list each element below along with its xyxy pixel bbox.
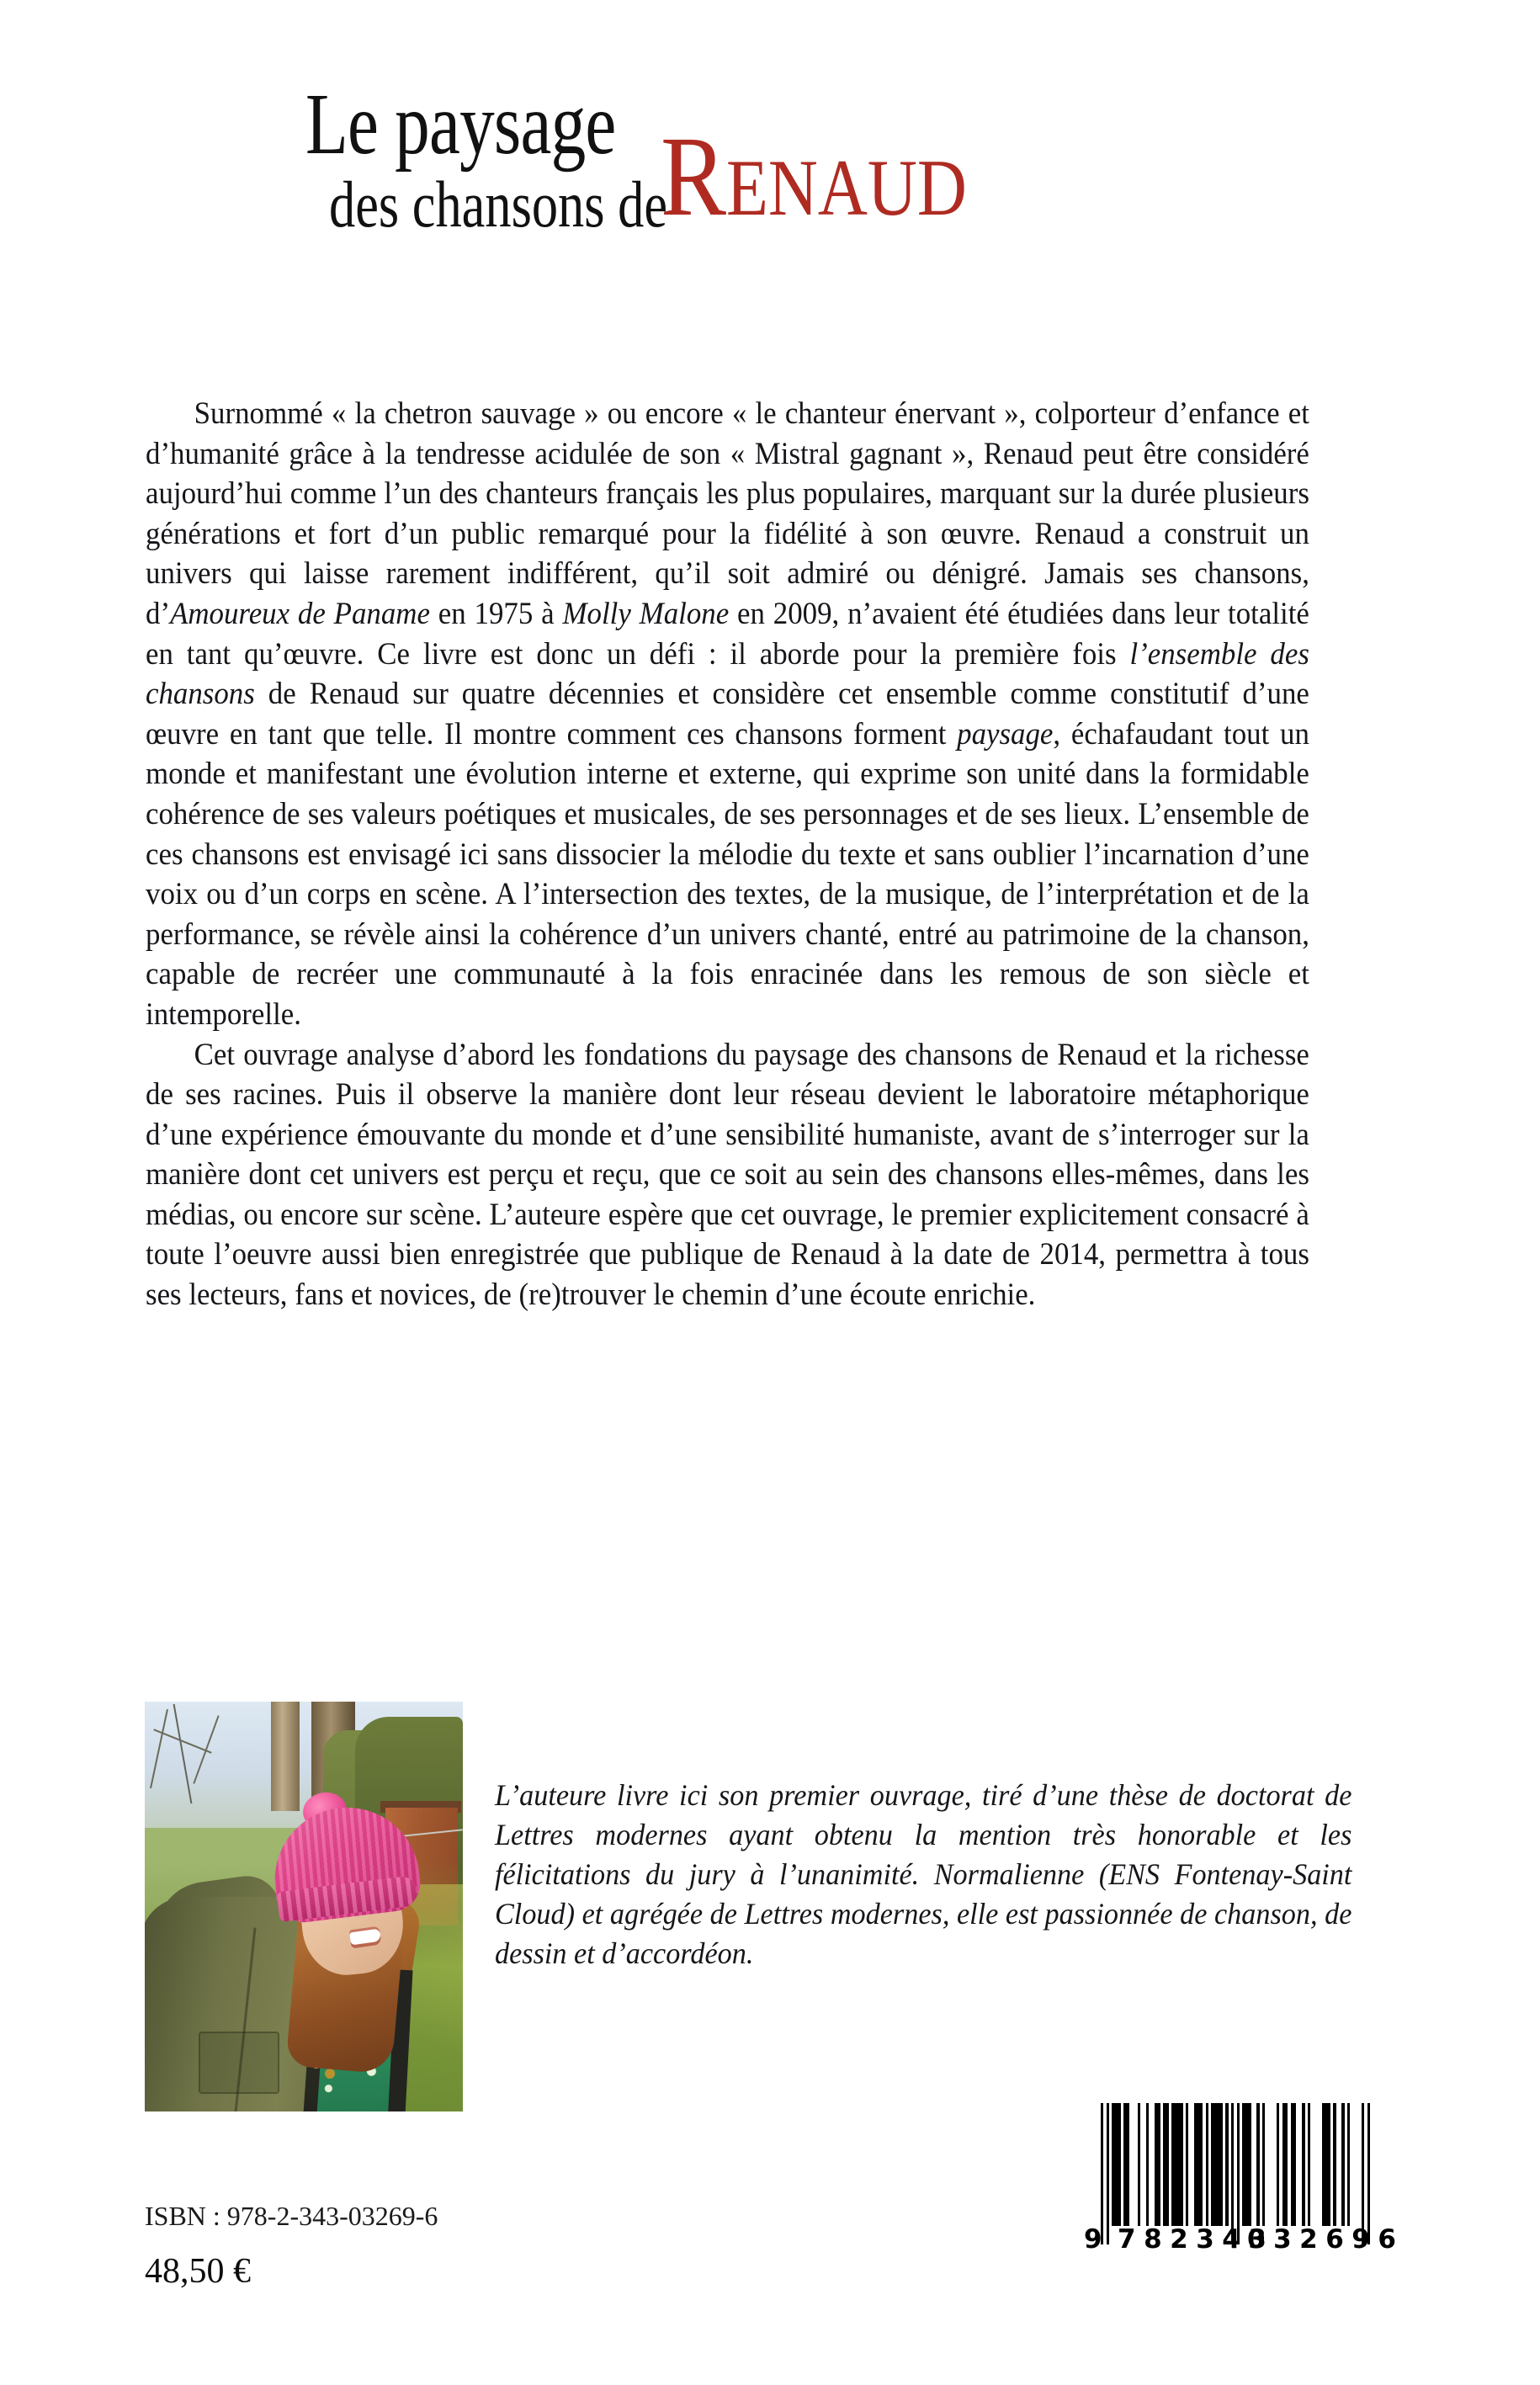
barcode-bar [1347,2103,1350,2226]
barcode-bar [1123,2103,1129,2226]
barcode-bar [1163,2103,1169,2226]
barcode-left-digits: 782343 [1118,2224,1275,2255]
ean13-barcode [1084,2103,1405,2271]
barcode-bar [1333,2103,1336,2226]
barcode-bar [1146,2103,1149,2226]
blurb-paragraph-2: Cet ouvrage analyse d’abord les fondations du paysage des chansons de Renaud et la richesse de ses racines. Puis il observe la manière dont leur réseau devient le laboratoire métaphorique d’une expérience émouvante du monde et d’une sensibilité humaniste, avant de s’interroger sur la manière dont cet univers est perçu et reçu, que ce soit au sein des chansons elles-mêmes, dans les médias, ou encore sur scène. L’auteure espère que cet ouvrage, le premier explicitement consacré à toute l’oeuvre aussi bien enregistrée que publique de Renaud à la date de 2014, permettra à tous ses lecteurs, fans et novices, de (re)trouver le chemin d’une écoute enrichie. [146,1037,1309,1313]
barcode-lead-digit: 9 [1084,2224,1102,2255]
barcode-bar [1282,2103,1288,2226]
barcode-bar [1186,2103,1188,2226]
barcode-bar [1291,2103,1297,2226]
barcode-bars [1101,2103,1370,2244]
barcode-bar [1225,2103,1228,2226]
barcode-bar [1277,2103,1279,2226]
barcode-bar [1237,2103,1240,2244]
title-line-2: des chansons de [329,167,668,241]
barcode-bar [1211,2103,1222,2226]
barcode-bar [1262,2103,1265,2226]
author-bio-text: L’auteure livre ici son premier ouvrage, tiré d’une thèse de doctorat de Lettres modernes ayant obtenu la mention très honorable et les félicitations du jury à l’unanimité. Normalienne (ENS Fontenay-Saint Cloud) et agrégée de Lettres modernes, elle est passionnée de chanson, de dessin et d’accordéon. [495,1778,1352,1970]
title-line-1: Le paysage [305,76,616,173]
barcode-bar [1231,2103,1234,2244]
isbn-text: ISBN : 978-2-343-03269-6 [145,2201,438,2231]
photo-jacket-stud [325,2069,335,2079]
barcode-bar [1362,2103,1364,2244]
barcode-bar [1302,2103,1304,2226]
barcode-bar [1101,2103,1103,2244]
photo-jacket-pocket [199,2032,279,2094]
barcode-bar [1206,2103,1208,2226]
author-photo [145,1702,463,2111]
author-biography [495,1776,1351,1973]
book-title-block [146,76,1397,283]
back-cover-blurb [146,394,1309,1315]
barcode-digits [1084,2224,1405,2255]
barcode-bar [1322,2103,1330,2226]
title-brand-renaud: Renaud [661,114,967,240]
barcode-bar [1112,2103,1120,2226]
barcode-bar [1308,2103,1310,2226]
barcode-bar [1171,2103,1182,2226]
barcode-right-digits: 032696 [1247,2224,1405,2255]
barcode-bar [1367,2103,1370,2244]
blurb-paragraph-1: Surnommé « la chetron sauvage » ou encore « le chanteur énervant », colporteur d’enfance et d’humanité grâce à la tendresse acidulée de son « Mistral gagnant », Renaud peut être considéré aujourd’hui comme l’un des chanteurs français les plus populaires, marquant sur la durée plusieurs générations et fort d’un public remarqué pour la fidélité à son œuvre. Renaud a construit un univers qui laisse rarement indifférent, qu’il soit admiré ou dénigré. Jamais ses chansons, d’Amoureux de Paname en 1975 à Molly Malone en 2009, n’avaient été étudiées dans leur totalité en tant qu’œuvre. Ce livre est donc un défi : il aborde pour la première fois l’ensemble des chansons de Renaud sur quatre décennies et considère cet ensemble comme constitutif d’une œuvre en tant que telle. Il montre comment ces chansons forment paysage, échafaudant tout un monde et manifestant une évolution interne et externe, qui exprime son unité dans la formidable cohérence de ses valeurs poétiques et musicales, de ses personnages et de ses lieux. L’ensemble de ces chansons est envisagé ici sans dissocier la mélodie du texte et sans oublier l’incarnation d’une voix ou d’un corps en scène. A l’intersection des textes, de la musique, de l’interprétation et de la performance, se révèle ainsi la cohérence d’un univers chanté, entré au patrimoine de la chanson, capable de recréer une communauté à la fois enracinée dans les remous de son siècle et intemporelle. [146,396,1309,1032]
barcode-bar [1155,2103,1160,2226]
photo-tree-trunk [271,1702,300,1811]
barcode-bar [1194,2103,1203,2226]
barcode-bar [1242,2103,1251,2226]
price-text: 48,50 € [145,2252,251,2291]
barcode-bar [1256,2103,1259,2226]
barcode-bar [1138,2103,1140,2226]
barcode-bar [1107,2103,1109,2244]
barcode-bar [1341,2103,1344,2226]
